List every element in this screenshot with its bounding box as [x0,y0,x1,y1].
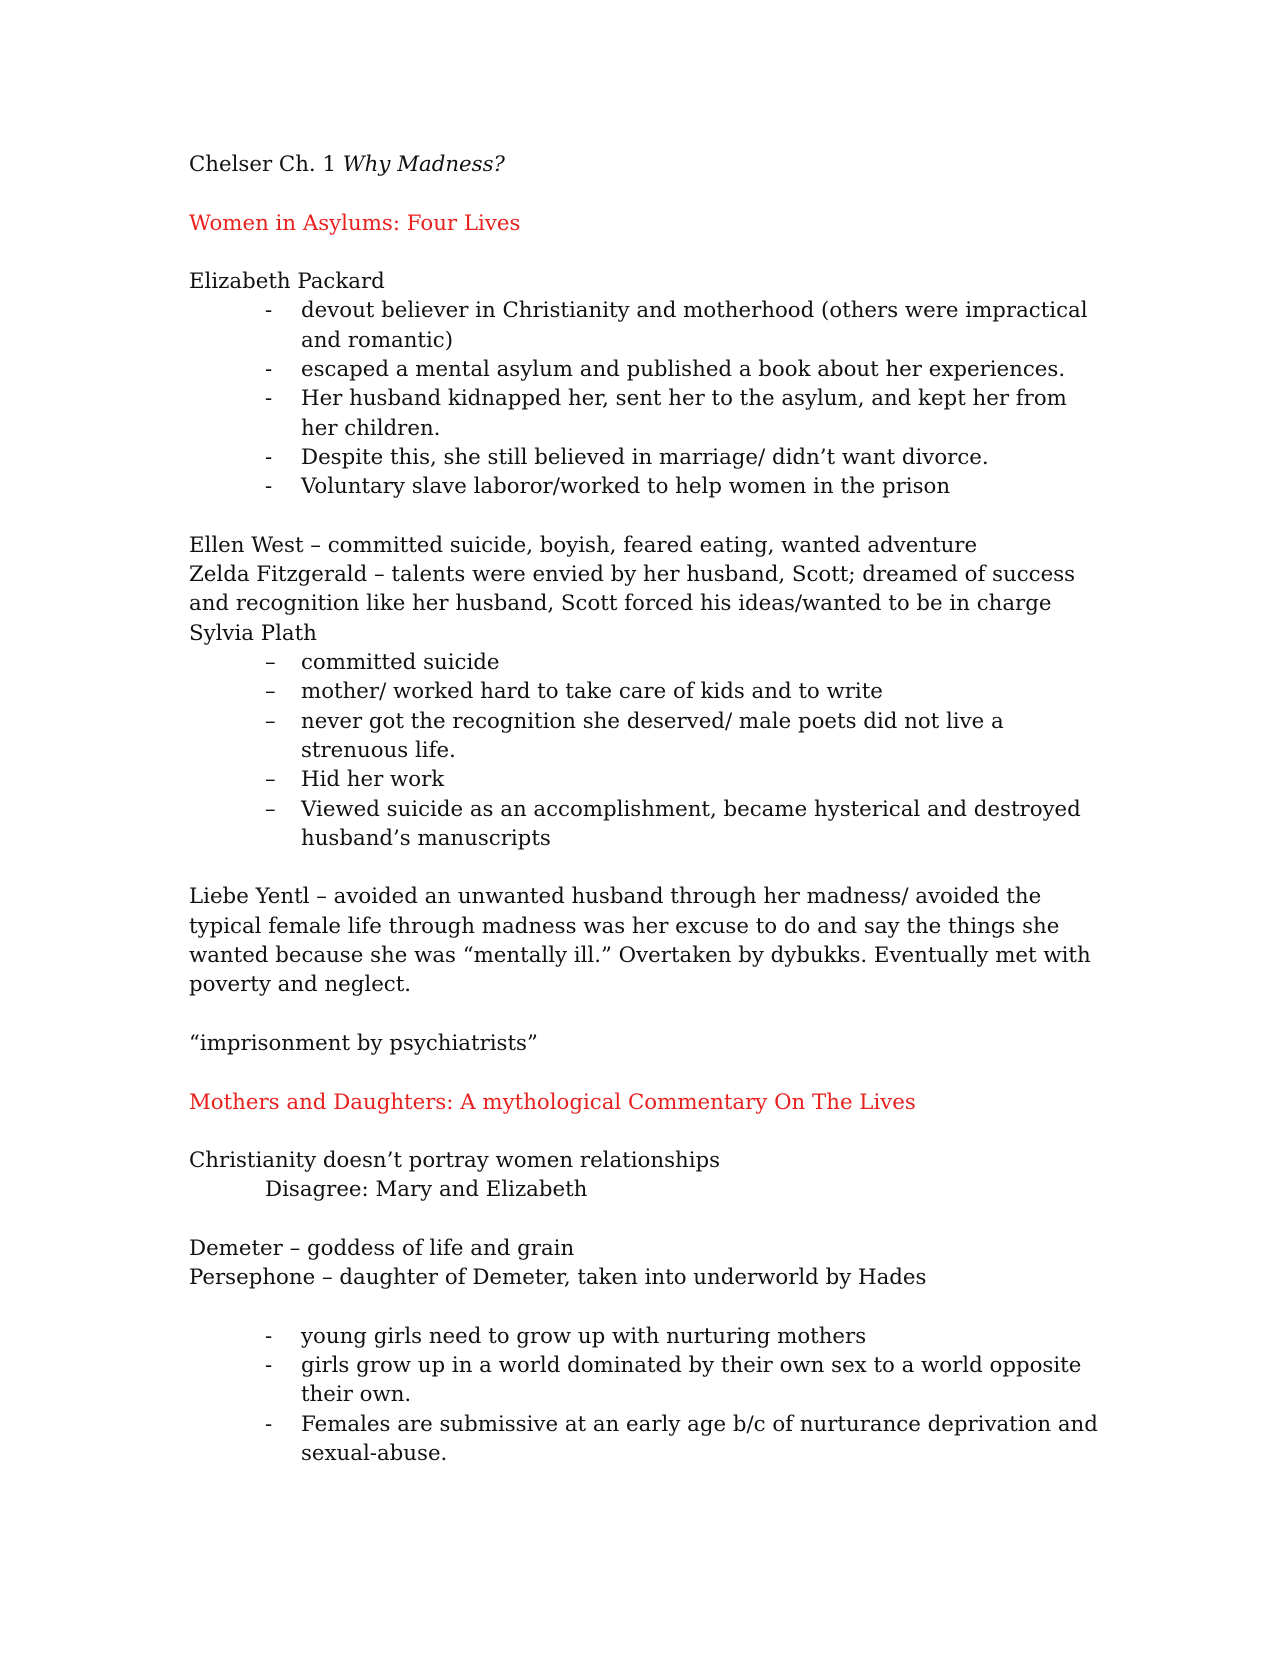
list-item: – Hid her work [265,767,445,793]
mothers-bullets [189,1322,1109,1468]
yentl-line-4: poverty and neglect. [189,972,412,998]
plath-bullets [189,648,1109,853]
yentl-line-1: Liebe Yentl – avoided an unwanted husband through her madness/ avoided the [189,884,1042,910]
zelda-line-2: and recognition like her husband, Scott forced his ideas/wanted to be in charge [189,591,1052,617]
yentl-line-2: typical female life through madness was her excuse to do and say the things she [189,913,1060,939]
list-item: - devout believer in Christianity and motherhood (others were impractical and romantic) [265,298,1088,353]
section-heading-mothers: Mothers and Daughters: A mythological Commentary On The Lives [189,1089,916,1115]
title-prefix: Chelser Ch. 1 [189,152,343,177]
section-heading-asylums: Women in Asylums: Four Lives [189,210,521,236]
list-item: - escaped a mental asylum and published a book about her experiences. [265,357,1066,383]
list-item: – mother/ worked hard to take care of kids and to write [265,679,883,705]
list-item: - Females are submissive at an early age b/c of nurturance deprivation and sexual-abuse. [265,1411,1098,1467]
document-page [189,150,1109,1468]
persephone-line: Persephone – daughter of Demeter, taken into underworld by Hades [189,1265,927,1291]
psychiatrists-quote: “imprisonment by psychiatrists” [189,1030,538,1056]
list-item: - Despite this, she still believed in marriage/ didn’t want divorce. [265,444,989,470]
list-item: – Viewed suicide as an accomplishment, became hysterical and destroyed husband’s manuscripts [265,796,1081,851]
list-item: - young girls need to grow up with nurturing mothers [265,1323,867,1349]
ellen-west-line: Ellen West – committed suicide, boyish, feared eating, wanted adventure [189,532,978,558]
yentl-line-3: wanted because she was “mentally ill.” Overtaken by dybukks. Eventually met with [189,943,1091,969]
document-title [189,150,1109,179]
list-item: – committed suicide [265,650,500,676]
list-item: – never got the recognition she deserved/ male poets did not live a strenuous life. [265,708,1004,763]
title-italic: Why Madness? [342,152,505,177]
packard-name: Elizabeth Packard [189,269,385,295]
disagree-line: Disagree: Mary and Elizabeth [265,1177,588,1203]
packard-bullets [189,296,1109,501]
christianity-line: Christianity doesn’t portray women relationships [189,1148,721,1174]
demeter-line: Demeter – goddess of life and grain [189,1235,575,1261]
zelda-line-1: Zelda Fitzgerald – talents were envied by her husband, Scott; dreamed of success [189,562,1076,588]
list-item: - Her husband kidnapped her, sent her to the asylum, and kept her from her children. [265,386,1067,441]
list-item: - girls grow up in a world dominated by their own sex to a world opposite their own. [265,1353,1082,1408]
list-item: - Voluntary slave laboror/worked to help women in the prison [265,474,951,500]
plath-name: Sylvia Plath [189,620,317,646]
